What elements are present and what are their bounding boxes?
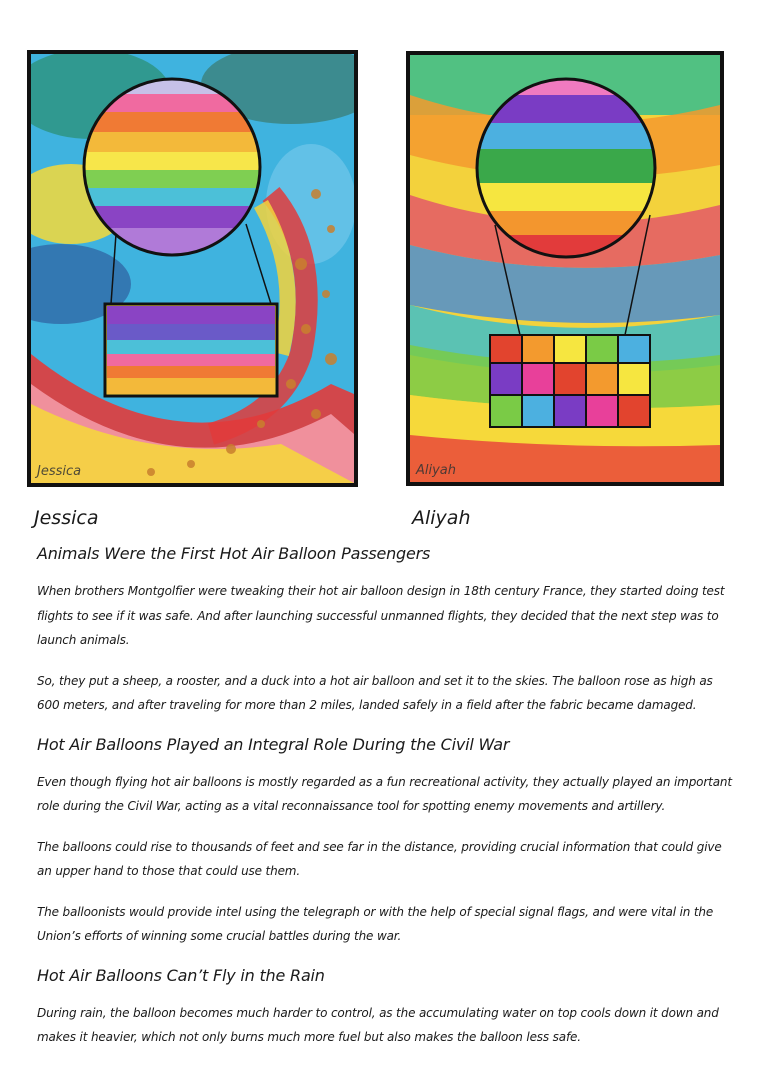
article-body — [37, 543, 737, 1066]
artist-signature: Aliyah — [416, 463, 457, 478]
artwork-jessica — [27, 50, 358, 487]
paragraph: Even though flying hot air balloons is mostly regarded as a fun recreational activity, they actually played an important role during the Civil War, acting as a vital reconnaissance tool for spotting enemy movements and artillery. — [37, 774, 732, 813]
paragraph: During rain, the balloon becomes much harder to control, as the accumulating water on top cools down it down and makes it heavier, which not only burns much more fuel but also makes the balloon less safe. — [37, 1005, 719, 1044]
section-heading: Hot Air Balloons Can’t Fly in the Rain — [37, 965, 325, 985]
artwork-caption-aliyah: Aliyah — [412, 507, 471, 529]
section-heading: Animals Were the First Hot Air Balloon Passengers — [37, 544, 431, 563]
paragraph: The balloonists would provide intel using the telegraph or with the help of special signal flags, and were vital in the Union’s efforts of winning some crucial battles during the war. — [37, 904, 714, 943]
aliyah-painting — [410, 55, 720, 482]
artwork-aliyah — [406, 51, 724, 486]
jessica-painting — [31, 54, 354, 483]
artist-signature: Jessica — [37, 464, 82, 479]
artwork-caption-jessica: Jessica — [34, 507, 99, 529]
paragraph: The balloons could rise to thousands of feet and see far in the distance, providing crucial information that could give an upper hand to those that could use them. — [37, 839, 722, 878]
paragraph: When brothers Montgolfier were tweaking their hot air balloon design in 18th century France, they started doing test flights to see if it was safe. And after launching successful unmanned flights, they decided that the next step was to launch animals. — [37, 584, 725, 647]
section-heading: Hot Air Balloons Played an Integral Role During the Civil War — [37, 734, 510, 754]
paragraph: So, they put a sheep, a rooster, and a duck into a hot air balloon and set it to the skies. The balloon rose as high as 600 meters, and after traveling for more than 2 miles, landed safely in a field after the fabric became damaged. — [37, 673, 713, 712]
